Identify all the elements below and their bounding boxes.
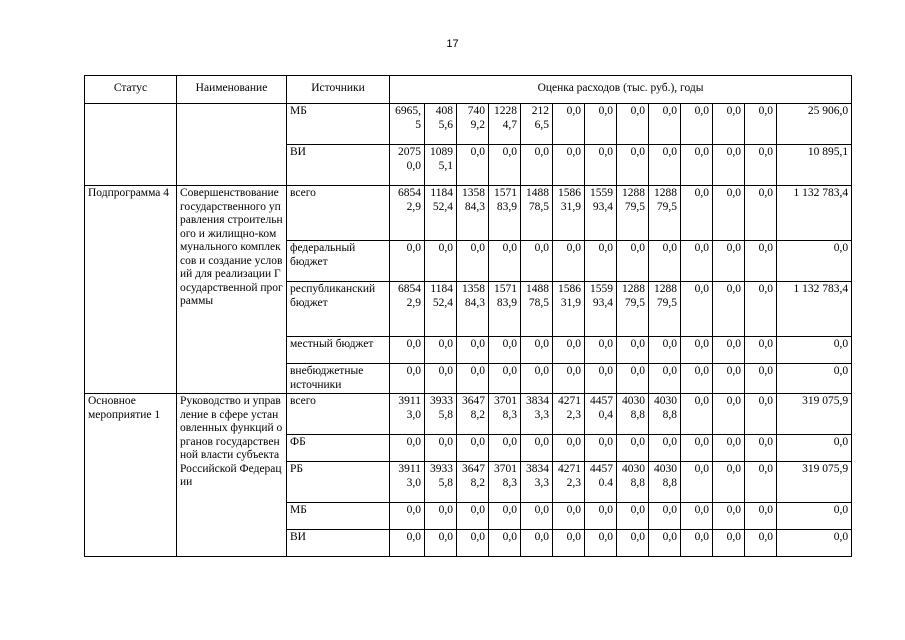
source-cell: ВИ: [287, 145, 390, 186]
value-cell: 38343,3: [521, 462, 553, 503]
value-cell: 36478,2: [457, 394, 489, 435]
value-cell: 39113,0: [390, 462, 425, 503]
value-cell: 0,0: [713, 364, 745, 394]
value-cell: 135884,3: [457, 186, 489, 241]
value-cell: 0,0: [745, 503, 777, 530]
total-cell: 0,0: [777, 435, 852, 462]
status-cell: Подпрограмма 4: [85, 186, 177, 394]
value-cell: 0,0: [649, 104, 681, 145]
header-status: Статус: [85, 76, 177, 104]
value-cell: 0,0: [457, 503, 489, 530]
value-cell: 128879,5: [617, 282, 649, 337]
value-cell: 0,0: [617, 435, 649, 462]
table-row: [85, 186, 852, 241]
value-cell: 0,0: [681, 462, 713, 503]
value-cell: 0,0: [681, 364, 713, 394]
value-cell: 0,0: [585, 530, 617, 557]
value-cell: 0,0: [617, 145, 649, 186]
value-cell: 6965,5: [390, 104, 425, 145]
value-cell: 0,0: [457, 337, 489, 364]
value-cell: 0,0: [390, 503, 425, 530]
value-cell: 0,0: [681, 530, 713, 557]
value-cell: 128879,5: [649, 186, 681, 241]
value-cell: 0,0: [457, 145, 489, 186]
total-cell: 10 895,1: [777, 145, 852, 186]
value-cell: 0,0: [489, 503, 521, 530]
value-cell: 44570.4: [585, 462, 617, 503]
value-cell: 0,0: [521, 503, 553, 530]
value-cell: 0,0: [649, 364, 681, 394]
value-cell: 7409,2: [457, 104, 489, 145]
value-cell: 0,0: [649, 530, 681, 557]
header-row: [85, 76, 852, 104]
value-cell: 155993,4: [585, 282, 617, 337]
value-cell: 68542,9: [390, 282, 425, 337]
source-cell: ФБ: [287, 435, 390, 462]
value-cell: 0,0: [553, 530, 585, 557]
value-cell: 0,0: [713, 394, 745, 435]
value-cell: 135884,3: [457, 282, 489, 337]
value-cell: 0,0: [649, 145, 681, 186]
value-cell: 0,0: [681, 186, 713, 241]
value-cell: 0,0: [553, 337, 585, 364]
value-cell: 157183,9: [489, 282, 521, 337]
source-cell: МБ: [287, 503, 390, 530]
value-cell: 0,0: [713, 337, 745, 364]
value-cell: 0,0: [425, 241, 457, 282]
value-cell: 128879,5: [617, 186, 649, 241]
value-cell: 39335,8: [425, 394, 457, 435]
value-cell: 0,0: [745, 282, 777, 337]
value-cell: 0,0: [521, 364, 553, 394]
value-cell: 40308,8: [649, 394, 681, 435]
value-cell: 37018,3: [489, 462, 521, 503]
source-cell: местный бюджет: [287, 337, 390, 364]
value-cell: 0,0: [521, 241, 553, 282]
total-cell: 1 132 783,4: [777, 282, 852, 337]
name-cell: Руководство и управление в сфере установленных функций органов государственной власти субъекта Российской Федерации: [177, 394, 287, 557]
value-cell: 0,0: [649, 503, 681, 530]
value-cell: 40308,8: [617, 394, 649, 435]
total-cell: 0,0: [777, 337, 852, 364]
value-cell: 0,0: [745, 145, 777, 186]
value-cell: 118452,4: [425, 282, 457, 337]
value-cell: 0,0: [489, 337, 521, 364]
value-cell: 42712,3: [553, 462, 585, 503]
total-cell: 0,0: [777, 241, 852, 282]
value-cell: 0,0: [681, 145, 713, 186]
value-cell: 0,0: [489, 435, 521, 462]
value-cell: 0,0: [489, 241, 521, 282]
value-cell: 0,0: [745, 435, 777, 462]
value-cell: 39113,0: [390, 394, 425, 435]
source-cell: МБ: [287, 104, 390, 145]
value-cell: 0,0: [713, 145, 745, 186]
value-cell: 0,0: [681, 241, 713, 282]
value-cell: 0,0: [390, 337, 425, 364]
source-cell: федеральный бюджет: [287, 241, 390, 282]
total-cell: 0,0: [777, 364, 852, 394]
value-cell: 0,0: [390, 530, 425, 557]
value-cell: 118452,4: [425, 186, 457, 241]
total-cell: 0,0: [777, 503, 852, 530]
value-cell: 0,0: [649, 337, 681, 364]
value-cell: 158631,9: [553, 282, 585, 337]
value-cell: 0,0: [521, 530, 553, 557]
value-cell: 36478,2: [457, 462, 489, 503]
total-cell: 0,0: [777, 530, 852, 557]
source-cell: РБ: [287, 462, 390, 503]
value-cell: 2126,5: [521, 104, 553, 145]
value-cell: 0,0: [681, 435, 713, 462]
value-cell: 0,0: [489, 364, 521, 394]
value-cell: 39335,8: [425, 462, 457, 503]
value-cell: 0,0: [457, 435, 489, 462]
value-cell: 148878,5: [521, 282, 553, 337]
name-cell: Совершенствование государственного управления строительного и жилищно-коммунального комплексов и создание условий для реализации Государственной программы: [177, 186, 287, 394]
value-cell: 0,0: [649, 435, 681, 462]
value-cell: 0,0: [390, 435, 425, 462]
budget-table: [84, 75, 852, 557]
total-cell: 319 075,9: [777, 394, 852, 435]
source-cell: всего: [287, 394, 390, 435]
source-cell: всего: [287, 186, 390, 241]
name-cell: [177, 104, 287, 186]
value-cell: 0,0: [713, 241, 745, 282]
value-cell: 0,0: [521, 145, 553, 186]
value-cell: 0,0: [457, 241, 489, 282]
value-cell: 0,0: [713, 435, 745, 462]
total-cell: 25 906,0: [777, 104, 852, 145]
value-cell: 0,0: [649, 241, 681, 282]
value-cell: 0,0: [681, 282, 713, 337]
value-cell: 0,0: [457, 364, 489, 394]
value-cell: 40308,8: [649, 462, 681, 503]
value-cell: 0,0: [390, 241, 425, 282]
value-cell: 0,0: [521, 337, 553, 364]
value-cell: 0,0: [681, 503, 713, 530]
value-cell: 0,0: [585, 364, 617, 394]
value-cell: 0,0: [617, 503, 649, 530]
value-cell: 0,0: [713, 530, 745, 557]
value-cell: 0,0: [553, 435, 585, 462]
value-cell: 0,0: [745, 530, 777, 557]
table-row: [85, 104, 852, 145]
value-cell: 44570,4: [585, 394, 617, 435]
value-cell: 155993,4: [585, 186, 617, 241]
value-cell: 157183,9: [489, 186, 521, 241]
status-cell: [85, 104, 177, 186]
source-cell: республиканский бюджет: [287, 282, 390, 337]
total-cell: 319 075,9: [777, 462, 852, 503]
value-cell: 0,0: [745, 394, 777, 435]
page-number: 17: [446, 38, 459, 50]
value-cell: 12284,7: [489, 104, 521, 145]
value-cell: 0,0: [425, 435, 457, 462]
value-cell: 0,0: [425, 364, 457, 394]
value-cell: 0,0: [745, 462, 777, 503]
value-cell: 0,0: [617, 337, 649, 364]
value-cell: 0,0: [681, 394, 713, 435]
value-cell: 0,0: [617, 364, 649, 394]
value-cell: 0,0: [553, 364, 585, 394]
value-cell: 42712,3: [553, 394, 585, 435]
value-cell: 0,0: [745, 364, 777, 394]
value-cell: 0,0: [745, 241, 777, 282]
value-cell: 4085,6: [425, 104, 457, 145]
total-cell: 1 132 783,4: [777, 186, 852, 241]
value-cell: 0,0: [585, 241, 617, 282]
value-cell: 0,0: [713, 282, 745, 337]
value-cell: 0,0: [745, 337, 777, 364]
value-cell: 0,0: [553, 503, 585, 530]
value-cell: 0,0: [585, 104, 617, 145]
value-cell: 0,0: [553, 241, 585, 282]
value-cell: 148878,5: [521, 186, 553, 241]
value-cell: 0,0: [745, 104, 777, 145]
value-cell: 37018,3: [489, 394, 521, 435]
value-cell: 0,0: [457, 530, 489, 557]
value-cell: 0,0: [425, 503, 457, 530]
value-cell: 0,0: [713, 503, 745, 530]
value-cell: 0,0: [617, 530, 649, 557]
value-cell: 0,0: [585, 145, 617, 186]
value-cell: 0,0: [617, 104, 649, 145]
status-cell: Основное мероприятие 1: [85, 394, 177, 557]
header-source: Источники: [287, 76, 390, 104]
value-cell: 158631,9: [553, 186, 585, 241]
value-cell: 68542,9: [390, 186, 425, 241]
value-cell: 0,0: [713, 186, 745, 241]
value-cell: 0,0: [585, 435, 617, 462]
header-name: Наименование: [177, 76, 287, 104]
value-cell: 0,0: [489, 145, 521, 186]
value-cell: 0,0: [553, 145, 585, 186]
value-cell: 0,0: [553, 104, 585, 145]
value-cell: 0,0: [425, 530, 457, 557]
value-cell: 38343,3: [521, 394, 553, 435]
value-cell: 20750,0: [390, 145, 425, 186]
value-cell: 0,0: [489, 530, 521, 557]
source-cell: ВИ: [287, 530, 390, 557]
value-cell: 0,0: [521, 435, 553, 462]
source-cell: внебюджетные источники: [287, 364, 390, 394]
header-costs: Оценка расходов (тыс. руб.), годы: [390, 76, 852, 104]
value-cell: 10895,1: [425, 145, 457, 186]
value-cell: 0,0: [713, 104, 745, 145]
value-cell: 128879,5: [649, 282, 681, 337]
value-cell: 0,0: [681, 104, 713, 145]
value-cell: 0,0: [681, 337, 713, 364]
table-row: [85, 394, 852, 435]
value-cell: 0,0: [585, 337, 617, 364]
value-cell: 0,0: [617, 241, 649, 282]
value-cell: 0,0: [585, 503, 617, 530]
value-cell: 0,0: [745, 186, 777, 241]
value-cell: 0,0: [425, 337, 457, 364]
value-cell: 40308,8: [617, 462, 649, 503]
value-cell: 0,0: [390, 364, 425, 394]
value-cell: 0,0: [713, 462, 745, 503]
